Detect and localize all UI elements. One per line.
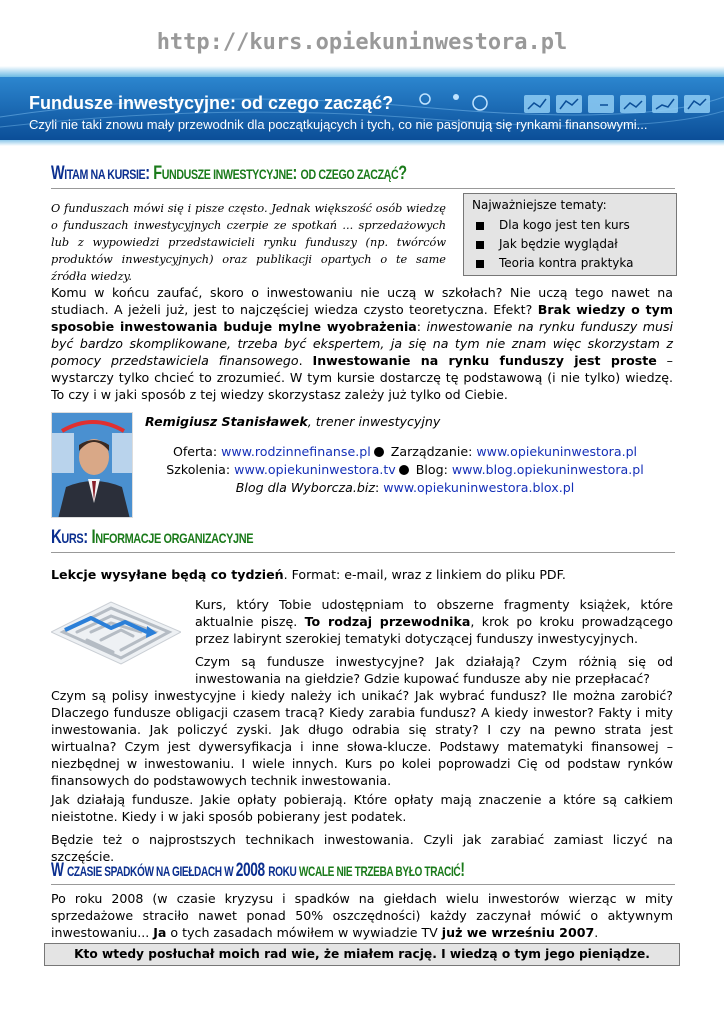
management-link[interactable]: www.opiekuninwestora.pl: [476, 444, 638, 459]
section-1-title: WITAM NA KURSIE: FUNDUSZE INWESTYCYJNE: OD CZEGO ZACZĄĆ?: [51, 163, 407, 184]
site-url[interactable]: http://kurs.opiekuninwestora.pl: [156, 30, 568, 55]
topics-box: [463, 193, 677, 276]
author-name: Remigiusz Stanisławek: [145, 414, 308, 429]
fees-paragraph: Jak działają fundusze. Jakie opłaty pobierają. Które opłaty mają znaczenie a które są całkiem nieistotne. Kiedy i w jaki sposób pobierany jest podatek.: [51, 792, 673, 824]
section-2-rule: [51, 552, 675, 553]
topic-item: Teoria kontra praktyka: [472, 254, 668, 273]
topics-list: [472, 216, 668, 273]
topic-item: Dla kogo jest ten kurs: [472, 216, 668, 235]
techniques-paragraph: Będzie też o najprostszych technikach inwestowania. Czyli jak zarabiać zamiast liczyć na szczęście.: [51, 832, 673, 864]
wyborcza-label: Blog dla Wyborcza.biz: [235, 480, 375, 495]
questions-paragraph-1: Czym są fundusze inwestycyjne? Jak działają? Czym różnią się od inwestowania na giełdzie? Gdzie kupować fundusze aby nie przepłacać?: [195, 654, 673, 686]
closing-note-box: Kto wtedy posłuchał moich rad wie, że miałem rację. I wiedzą o tym jego pieniądze.: [44, 943, 680, 966]
author-line: [145, 414, 440, 429]
section-2-title: KURS: INFORMACJE ORGANIZACYJNE: [51, 527, 254, 548]
blog-link[interactable]: www.blog.opiekuninwestora.pl: [451, 462, 644, 477]
offer-link[interactable]: www.rodzinnefinanse.pl: [221, 444, 371, 459]
schedule-paragraph: Lekcje wysyłane będą co tydzień. Format: e-mail, wraz z linkiem do pliku PDF.: [51, 567, 566, 582]
intro-text: O funduszach mówi się i pisze często. Jednak większość osób wiedzę o funduszach inwestycyjnych czerpie ze spotkań ... sprzedażowych lub z wypowiedzi przedstawicieli rynku funduszy (np. twórców produktów inwestycyjnych) oraz publikacji opartych o te same źródła wiedzy.: [51, 202, 446, 283]
author-portrait: [52, 413, 133, 518]
wyborcza-colon: :: [375, 480, 384, 495]
course-description: Kurs, który Tobie udostępniam to obszerne fragmenty książek, które aktualnie piszę. To rodzaj przewodnika, krok po kroku prowadzącego przez labirynt szerokiej tematyki dotyczącej funduszy inwestycyjnych.: [195, 597, 673, 646]
topic-item: Jak będzie wyglądał: [472, 235, 668, 254]
training-link[interactable]: www.opiekuninwestora.tv: [234, 462, 396, 477]
offer-label: Oferta:: [172, 444, 222, 459]
training-label: Szkolenia:: [166, 462, 235, 477]
blog-label: Blog:: [411, 462, 452, 477]
topics-title: Najważniejsze tematy:: [472, 198, 607, 212]
section-1-paragraph: Komu w końcu zaufać, skoro o inwestowaniu nie uczą w szkołach? Nie uczą tego nawet na studiach. A jeżeli już, jest to najczęściej wiedza czysto teoretyczna. Efekt? Brak wiedzy o tym sposobie inwestowania buduje mylne wyobrażenia: inwestowanie na rynku funduszy musi być bardzo skomplikowane, trzeba być ekspertem, ja się na tym nie znam więc skorzystam z pomocy przedstawiciela finansowego. Inwestowanie na rynku funduszy jest proste – wystarczy tylko chcieć to zrozumieć. W tym kursie dostarczę tę podstawową (i nie tylko) wiedzę. To czy i w jaki sposób z tej wiedzy skorzystasz zależy już tylko od Ciebie.: [51, 285, 674, 402]
section-3-paragraph: Po roku 2008 (w czasie kryzysu i spadków na giełdach wielu inwestorów wierząc w mity sprzedażowe straciło nawet ponad 50% oszczędności) każdy zaczynał mówić o aktywnym inwestowaniu... Ja o tych zasadach mówiłem w wywiadzie TV już we wrześniu 2007.: [51, 891, 673, 940]
banner-title: Fundusze inwestycyjne: od czego zacząć?: [29, 93, 394, 113]
banner-subtitle: Czyli nie taki znowu mały przewodnik dla początkujących i tych, co nie pasjonują się rynkami finansowymi...: [29, 117, 648, 132]
section-3-rule: [51, 884, 675, 885]
bullet-dot-icon: [374, 447, 384, 457]
wyborcza-link[interactable]: www.opiekuninwestora.blox.pl: [383, 480, 575, 495]
management-label: Zarządzanie:: [386, 444, 477, 459]
questions-paragraph-2: Czym są polisy inwestycyjne i kiedy należy ich unikać? Jak wybrać fundusz? Ile można zarobić? Dlaczego fundusze obligacji czasem tracą? Kiedy zarabia fundusz? A kiedy inwestor? Fakty i mity inwestowania. Jak policzyć zyski. Jak długo odrabia się straty? I czy na pewno strata jest wirtualna? Czym jest dywersyfikacja i inne słowa-klucze. Podstawy matematyki finansowej – niezbędnej w inwestowaniu. I wiele innych. Kurs po kolei poprowadzi Cię od podstaw rynków finansowych do podstawowych technik inwestowania.: [51, 688, 673, 788]
bullet-dot-icon: [399, 465, 409, 475]
header-bottom-strip: [0, 140, 724, 146]
section-3-title: W CZASIE SPADKÓW NA GIEŁDACH W 2008 ROKU WCALE NIE TRZEBA BYŁO TRACIĆ!: [51, 860, 465, 881]
maze-icon: [51, 590, 181, 668]
author-photo: [51, 412, 133, 518]
section-1-rule: [51, 188, 675, 189]
author-role: , trener inwestycyjny: [307, 414, 441, 429]
contact-links: [140, 443, 670, 497]
